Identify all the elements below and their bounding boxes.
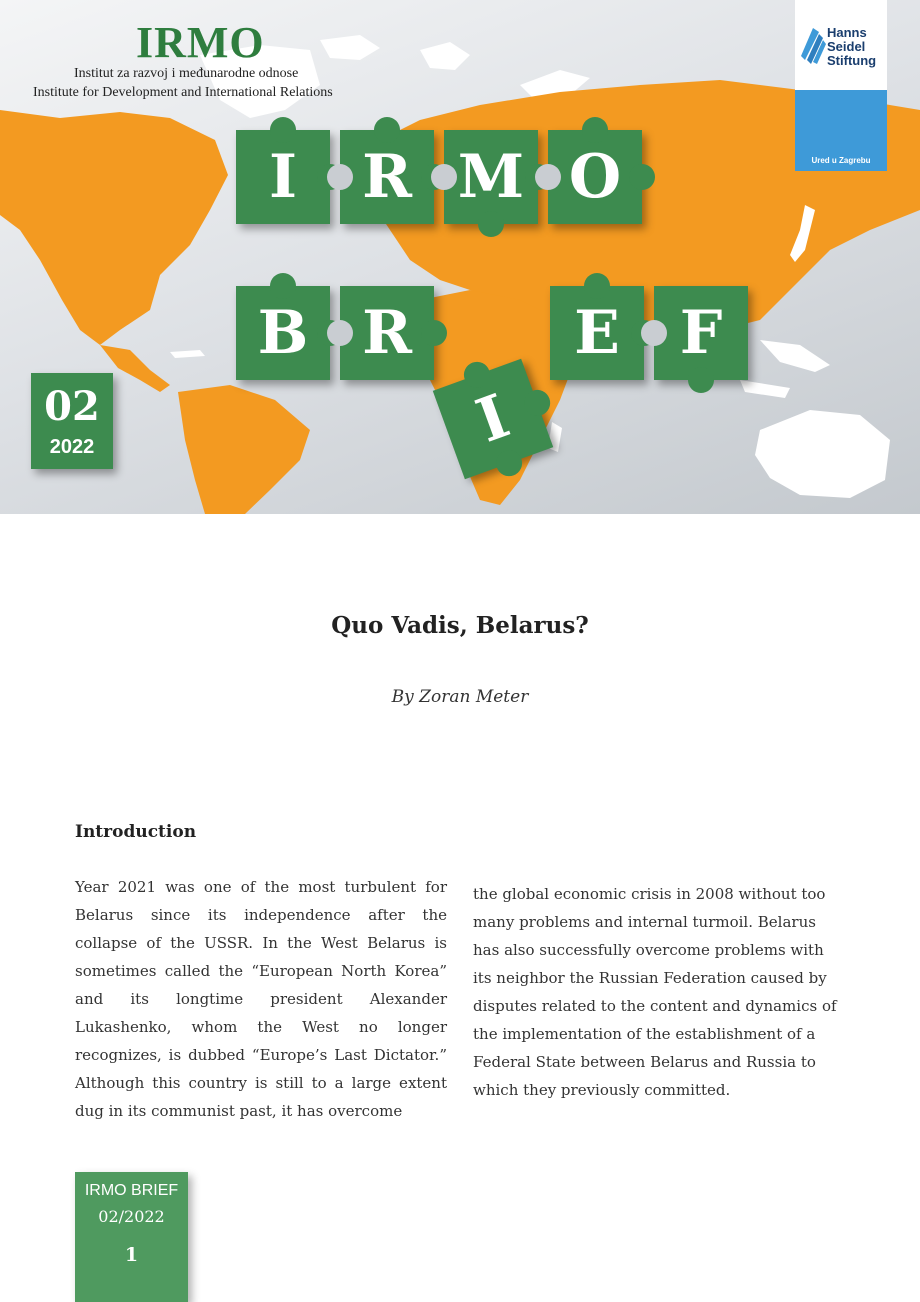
puzzle-letter: E: [574, 298, 620, 368]
puzzle-letter: R: [362, 142, 412, 212]
puzzle-piece: [444, 130, 538, 224]
partner-office: Ured u Zagrebu: [811, 156, 871, 165]
partner-name-line-1: Hanns: [827, 25, 867, 40]
footer-issue: 02/2022: [98, 1207, 165, 1226]
partner-name-line-3: Stiftung: [827, 53, 877, 68]
puzzle-letter: M: [457, 142, 525, 212]
issue-number: 02: [44, 383, 100, 430]
logo-subtitle-croatian: Institut za razvoj i međunarodne odnose: [74, 66, 299, 81]
puzzle-piece: [550, 286, 644, 380]
puzzle-piece: [654, 286, 748, 380]
section-heading: Introduction: [75, 822, 197, 842]
article-title: Quo Vadis, Belarus?: [331, 612, 589, 639]
body-column-left: Year 2021 was one of the most turbulent for Belarus since its independence after the collapse of the USSR. In the West Belarus is sometimes called the “European North Korea” and its longtime president Alexander Lukashenko, whom the West no longer recognizes, is dubbed “Europe’s Last Dictator.” Although this country is still to a large extent dug in its communist past, it has overcome: [75, 878, 447, 1120]
logo-subtitle-english: Institute for Development and International Relations: [33, 85, 333, 100]
page-number: 1: [124, 1244, 139, 1266]
puzzle-letter: I: [268, 142, 298, 212]
partner-name-line-2: Seidel: [827, 39, 866, 54]
logo-title: IRMO: [136, 18, 265, 67]
stripes-icon: [799, 26, 829, 66]
puzzle-piece: [548, 130, 642, 224]
issue-badge: [31, 373, 113, 469]
puzzle-letter: B: [257, 298, 309, 368]
issue-year: 2022: [49, 436, 95, 458]
cover-banner: [0, 0, 920, 514]
footer-page-tag: [75, 1172, 188, 1302]
partner-logo: [795, 0, 887, 171]
article-byline: By Zoran Meter: [391, 687, 529, 707]
puzzle-piece: [236, 286, 330, 380]
body-column-right: the global economic crisis in 2008 without too many problems and internal turmoil. Belarus has also successfully overcome problems with its neighbor the Russian Federation caused by disputes related to the content and dynamics of the implementation of the establishment of a Federal State between Belarus and Russia to which they previously committed.: [473, 885, 837, 1099]
puzzle-letter: R: [362, 298, 412, 368]
puzzle-piece: [340, 286, 434, 380]
puzzle-letter: O: [568, 142, 622, 212]
footer-series: IRMO BRIEF: [84, 1182, 179, 1199]
puzzle-letter: I: [467, 381, 519, 457]
puzzle-letter: F: [679, 298, 723, 368]
puzzle-piece: [236, 130, 330, 224]
puzzle-piece: [340, 130, 434, 224]
